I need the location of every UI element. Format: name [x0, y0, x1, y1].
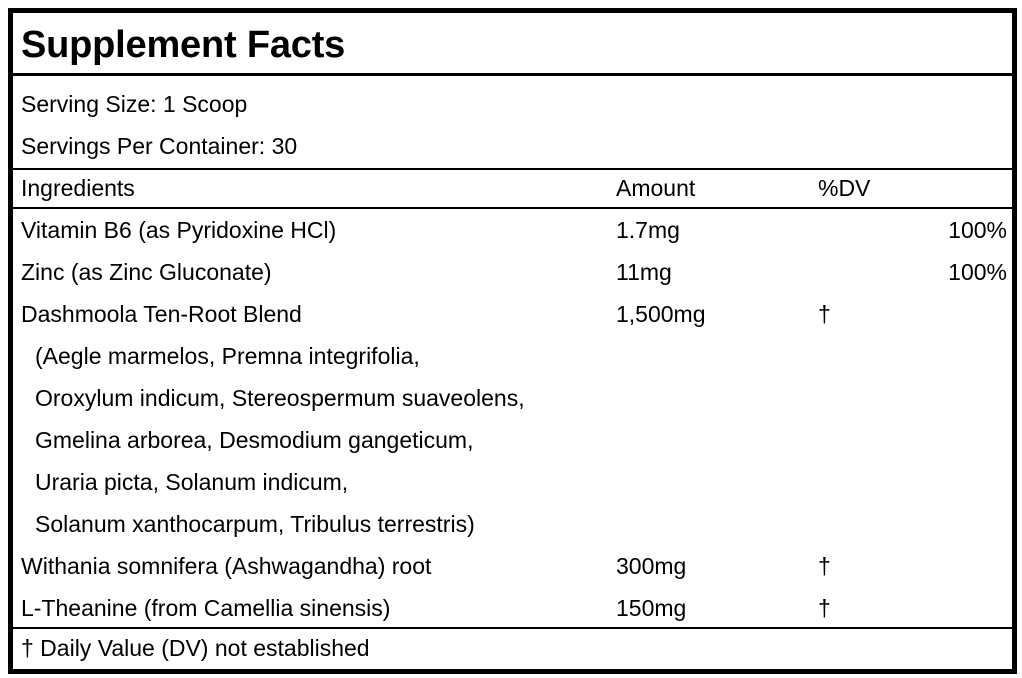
servings-per-container: Servings Per Container: 30 [21, 133, 298, 159]
ingredient-name: L-Theanine (from Camellia sinensis) [21, 595, 391, 621]
ingredient-name: Vitamin B6 (as Pyridoxine HCl) [21, 217, 337, 243]
footnote-divider [13, 627, 1012, 629]
ingredient-dv: 100% [948, 259, 1007, 285]
blend-line: Gmelina arborea, Desmodium gangeticum, [35, 427, 474, 453]
ingredient-dv-dagger: † [818, 595, 831, 621]
blend-line: Oroxylum indicum, Stereospermum suaveolens, [35, 385, 525, 411]
column-header-amount: Amount [616, 175, 696, 201]
footnote: † Daily Value (DV) not established [21, 635, 370, 661]
ingredient-amount: 1.7mg [616, 217, 680, 243]
ingredient-amount: 150mg [616, 595, 687, 621]
serving-divider [13, 168, 1012, 170]
column-header-ingredients: Ingredients [21, 175, 135, 201]
ingredient-name: Zinc (as Zinc Gluconate) [21, 259, 272, 285]
ingredient-name: Dashmoola Ten-Root Blend [21, 301, 302, 327]
supplement-facts-panel [8, 8, 1017, 674]
ingredient-amount: 1,500mg [616, 301, 706, 327]
serving-size: Serving Size: 1 Scoop [21, 91, 248, 117]
blend-line: (Aegle marmelos, Premna integrifolia, [35, 343, 420, 369]
blend-line: Solanum xanthocarpum, Tribulus terrestris) [35, 511, 475, 537]
ingredient-name: Withania somnifera (Ashwagandha) root [21, 553, 432, 579]
ingredient-dv-dagger: † [818, 301, 831, 327]
ingredient-dv: 100% [948, 217, 1007, 243]
ingredient-dv-dagger: † [818, 553, 831, 579]
column-header-dv: %DV [818, 175, 871, 201]
title-divider [13, 73, 1012, 76]
blend-line: Uraria picta, Solanum indicum, [35, 469, 349, 495]
header-divider [13, 207, 1012, 209]
ingredient-amount: 300mg [616, 553, 687, 579]
panel-title: Supplement Facts [21, 24, 346, 66]
ingredient-amount: 11mg [616, 259, 672, 285]
